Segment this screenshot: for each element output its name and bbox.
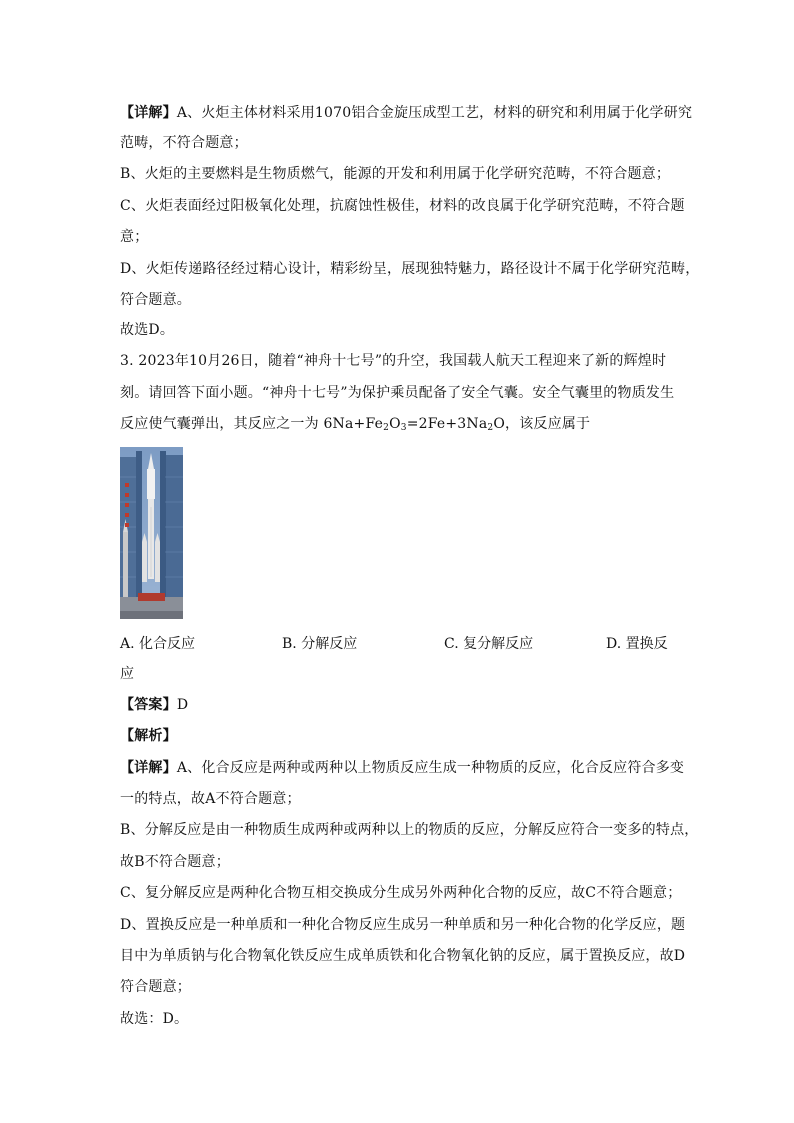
detail2-text-1: A、化合反应是两种或两种以上物质反应生成一种物质的反应，化合反应符合多变: [176, 760, 685, 776]
detail1-line-8: 故选D。: [120, 322, 175, 338]
equation-mid-1: O: [389, 416, 401, 432]
detail1-line-6: D、火炬传递路径经过精心设计，精彩纷呈，展现独特魅力，路径设计不属于化学研究范畴，: [120, 261, 700, 277]
analysis-tag: 【解析】: [120, 728, 177, 744]
detail1-tag: 【详解】: [120, 105, 177, 121]
detail2-line-3: B、分解反应是由一种物质生成两种或两种以上的物质的反应，分解反应符合一变多的特点，: [120, 822, 699, 838]
detail2-line-6: D、置换反应是一种单质和一种化合物反应生成另一种单质和另一种化合物的化学反应，题: [120, 917, 686, 933]
answer-line: [120, 695, 680, 715]
detail2-line-9: 故选：D。: [120, 1011, 189, 1027]
detail2-tag: 【详解】: [120, 760, 177, 776]
equation-mid-2: =2Fe+3Na: [406, 416, 488, 432]
equation-sub-1: 2: [383, 423, 390, 433]
detail1-text-1: A、火炬主体材料采用1070铝合金旋压成型工艺，材料的研究和利用属于化学研究: [176, 105, 693, 121]
detail1-line-5: 意；: [120, 229, 149, 245]
detail2-line-8: 符合题意；: [120, 979, 191, 995]
option-d[interactable]: D. 置换反: [606, 636, 668, 652]
question3-line-3: [120, 414, 680, 434]
equation-sub-2: 3: [400, 423, 407, 433]
detail1-line-1: [120, 103, 693, 123]
answer-value: D: [176, 697, 189, 713]
answer-tag: 【答案】: [120, 697, 177, 713]
equation-sub-3: 2: [487, 423, 494, 433]
option-c[interactable]: C. 复分解反应: [444, 636, 534, 652]
detail1-line-4: C、火炬表面经过阳极氧化处理，抗腐蚀性极佳，材料的改良属于化学研究范畴，不符合题: [120, 198, 685, 214]
detail2-line-7: 目中为单质钠与化合物氧化铁反应生成单质铁和化合物氧化钠的反应，属于置换反应，故D: [120, 948, 686, 964]
detail2-line-1: [120, 758, 685, 778]
detail2-line-4: 故B不符合题意；: [120, 854, 230, 870]
equation-suffix: O，该反应属于: [493, 416, 591, 432]
detail1-line-7: 符合题意。: [120, 292, 191, 308]
detail2-line-5: C、复分解反应是两种化合物互相交换成分生成另外两种化合物的反应，故C不符合题意；: [120, 885, 682, 901]
option-b[interactable]: B. 分解反应: [282, 636, 358, 652]
rocket-launch-photo: [120, 447, 183, 619]
detail1-line-2: 范畴，不符合题意；: [120, 135, 248, 151]
rocket-launch-illustration: [120, 447, 183, 619]
question3-line-1: 3. 2023年10月26日，随着“神舟十七号”的升空，我国载人航天工程迎来了新的辉煌时: [120, 353, 667, 369]
detail2-line-2: 一的特点，故A不符合题意；: [120, 791, 301, 807]
question3-line-2: 刻。请回答下面小题。“神舟十七号”为保护乘员配备了安全气囊。安全气囊里的物质发生: [120, 385, 675, 401]
option-a[interactable]: A. 化合反应: [120, 636, 196, 652]
detail1-line-3: B、火炬的主要燃料是生物质燃气，能源的开发和利用属于化学研究范畴，不符合题意；: [120, 166, 671, 182]
option-d-continued: 应: [120, 666, 135, 682]
equation-prefix: 反应使气囊弹出，其反应之一为 6Na+Fe: [120, 416, 384, 432]
